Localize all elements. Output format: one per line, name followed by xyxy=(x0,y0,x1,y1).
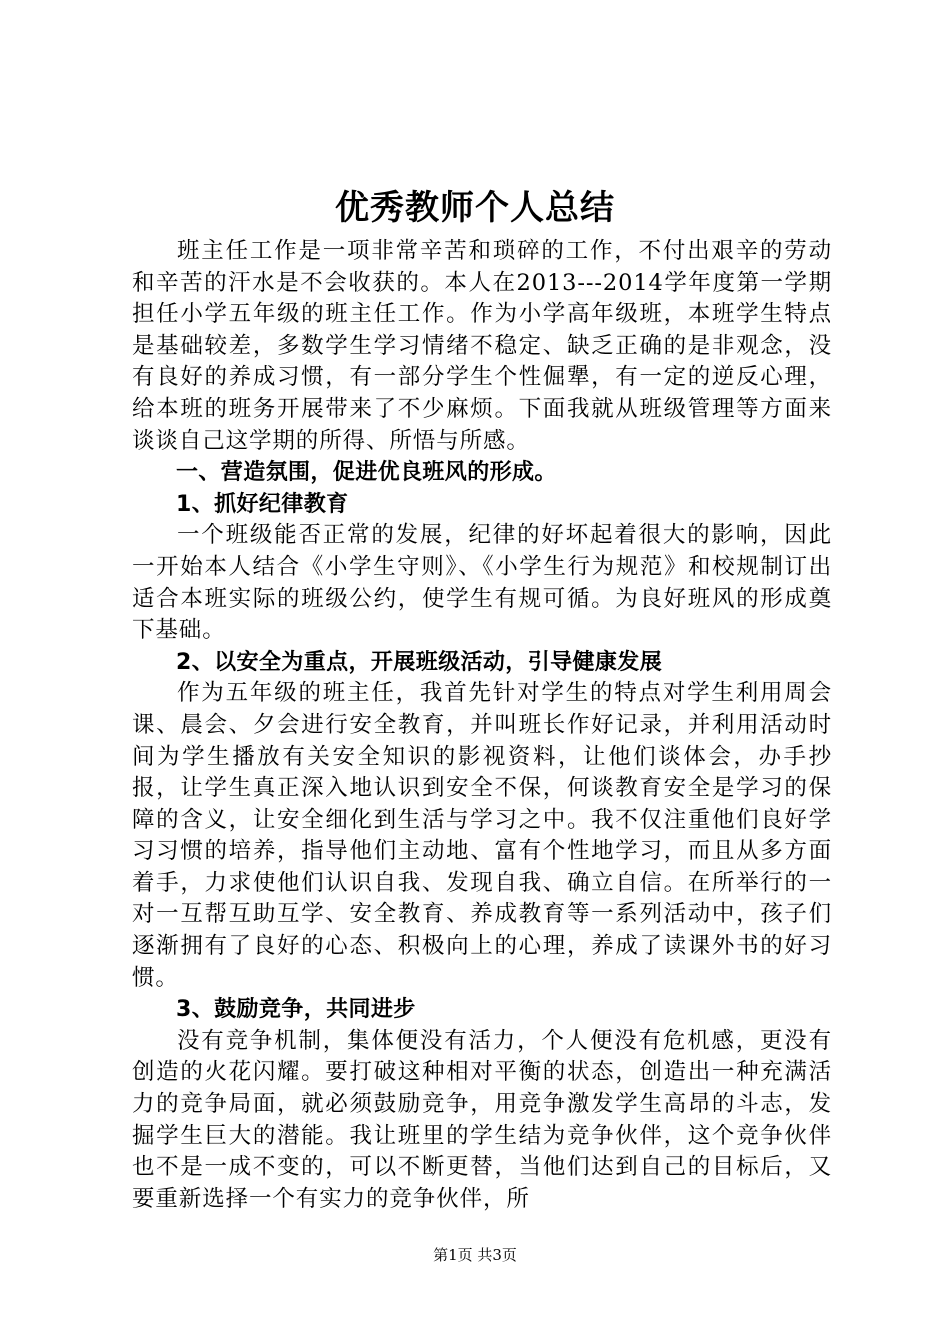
intro-paragraph: 班主任工作是一项非常辛苦和琐碎的工作，不付出艰辛的劳动和辛苦的汗水是不会收获的。本人在2013---2014学年度第一学期担任小学五年级的班主任工作。作为小学高年级班，本班学生特点是基础较差，多数学生学习情绪不稳定、缺乏正确的是非观念，没有良好的养成习惯，有一部分学生个性倔犟，有一定的逆反心理，给本班的班务开展带来了不少麻烦。下面我就从班级管理等方面来谈谈自己这学期的所得、所悟与所感。 xyxy=(132,238,832,454)
competition-paragraph: 没有竞争机制，集体便没有活力，个人便没有危机感，更没有创造的火花闪耀。要打破这种相对平衡的状态，创造出一种充满活力的竞争局面，就必须鼓励竞争，用竞争激发学生高昂的斗志，发掘学生巨大的潜能。我让班里的学生结为竞争伙伴，这个竞争伙伴也不是一成不变的，可以不断更替，当他们达到自己的目标后，又要重新选择一个有实力的竞争伙伴，所 xyxy=(132,1027,832,1212)
subheading-safety: 2、以安全为重点，开展班级活动，引导健康发展 xyxy=(176,649,663,675)
subheading-competition: 3、鼓励竞争，共同进步 xyxy=(176,997,416,1023)
document-body xyxy=(132,236,832,1215)
subheading-discipline: 1、抓好纪律教育 xyxy=(176,491,349,517)
document-title: 优秀教师个人总结 xyxy=(335,188,615,228)
section-heading-1: 一、营造氛围，促进优良班风的形成。 xyxy=(176,460,557,486)
page-footer: 第1页 共3页 xyxy=(433,1246,517,1264)
discipline-paragraph: 一个班级能否正常的发展，纪律的好坏起着很大的影响，因此一开始本人结合《小学生守则》、《小学生行为规范》和校规制订出适合本班实际的班级公约，使学生有规可循。为良好班风的形成奠下基础。 xyxy=(132,522,832,644)
safety-paragraph: 作为五年级的班主任，我首先针对学生的特点对学生利用周会课、晨会、夕会进行安全教育，并叫班长作好记录，并利用活动时间为学生播放有关安全知识的影视资料，让他们谈体会，办手抄报，让学生真正深入地认识到安全不保，何谈教育安全是学习的保障的含义，让安全细化到生活与学习之中。我不仅注重他们良好学习习惯的培养，指导他们主动地、富有个性地学习，而且从多方面着手，力求使他们认识自我、发现自我、确立自信。在所举行的一对一互帮互助互学、安全教育、养成教育等一系列活动中，孩子们逐渐拥有了良好的心态、积极向上的心理，养成了读课外书的好习惯。 xyxy=(132,680,832,991)
